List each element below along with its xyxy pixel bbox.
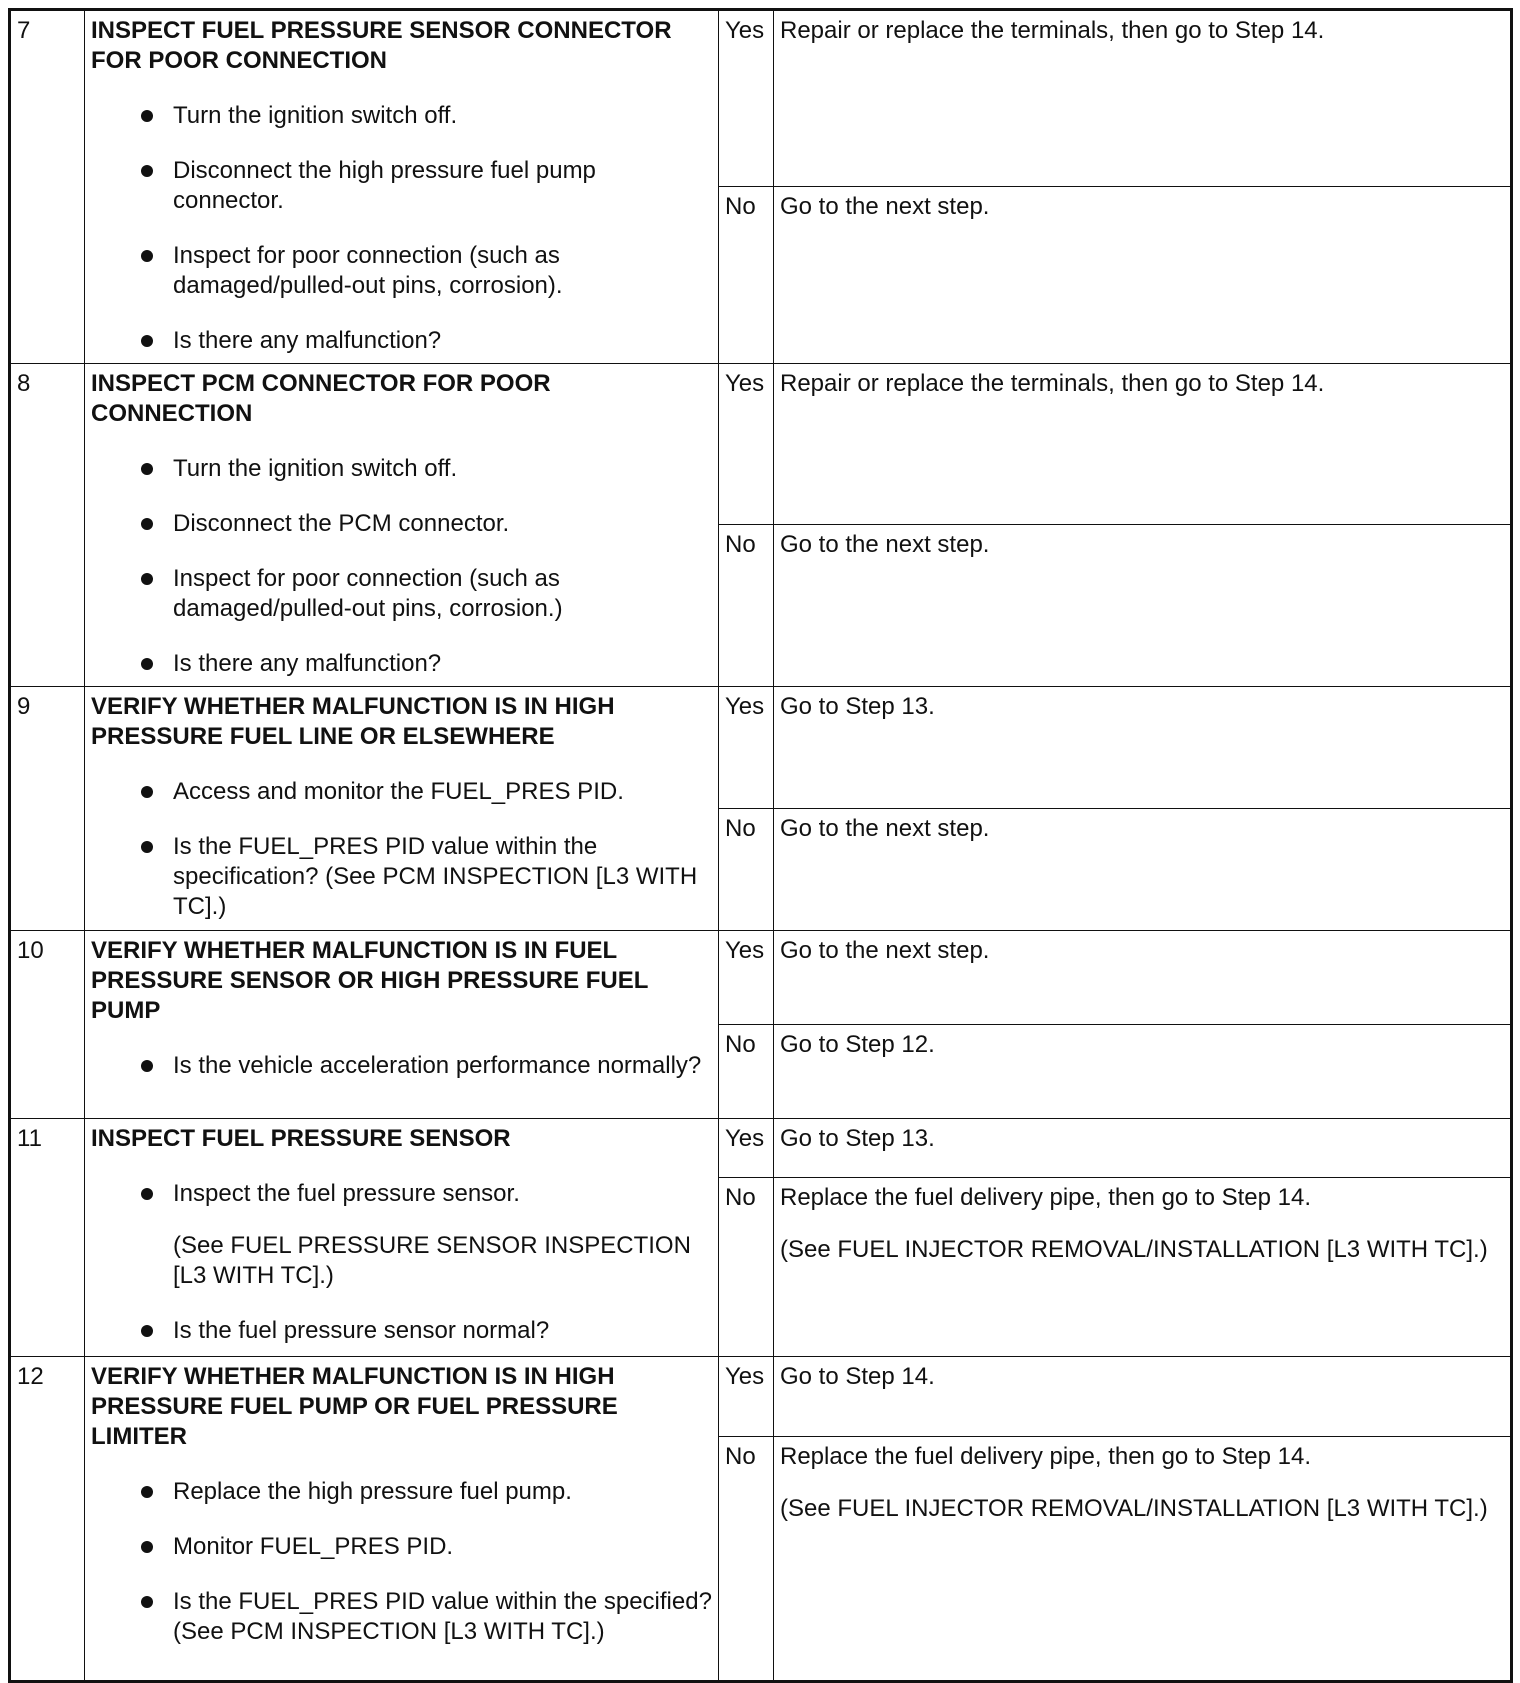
bullet-dot-icon <box>141 1325 153 1337</box>
step-row-9-yes <box>10 687 1512 809</box>
step-bullets <box>91 101 712 356</box>
bullet-dot-icon <box>141 1486 153 1498</box>
bullet-item: Is the vehicle acceleration performance normally? <box>91 1051 712 1081</box>
answer-no: No <box>719 1178 774 1357</box>
bullet-dot-icon <box>141 110 153 122</box>
bullet-item: Monitor FUEL_PRES PID. <box>91 1532 712 1562</box>
step-title: VERIFY WHETHER MALFUNCTION IS IN HIGH PRESSURE FUEL LINE OR ELSEWHERE <box>91 693 615 750</box>
action-yes: Repair or replace the terminals, then go to Step 14. <box>774 10 1512 187</box>
bullet-item: Inspect for poor connection (such as damaged/pulled-out pins, corrosion). <box>91 241 712 301</box>
bullet-note: (See FUEL PRESSURE SENSOR INSPECTION [L3 WITH TC].) <box>173 1232 691 1289</box>
answer-no: No <box>719 809 774 931</box>
answer-no: No <box>719 187 774 364</box>
step-bullets <box>91 777 712 922</box>
step-number: 9 <box>10 687 85 931</box>
bullet-item: Turn the ignition switch off. <box>91 101 712 131</box>
bullet-dot-icon <box>141 841 153 853</box>
bullet-dot-icon <box>141 1596 153 1608</box>
bullet-item: Inspect the fuel pressure sensor. (See FUEL PRESSURE SENSOR INSPECTION [L3 WITH TC].) <box>91 1179 712 1291</box>
step-procedure <box>85 1119 719 1357</box>
step-procedure <box>85 931 719 1119</box>
action-no: Replace the fuel delivery pipe, then go to Step 14. (See FUEL INJECTOR REMOVAL/INSTALLATION [L3 WITH TC].) <box>774 1437 1512 1682</box>
action-no: Go to the next step. <box>774 525 1512 687</box>
bullet-dot-icon <box>141 658 153 670</box>
action-note: (See FUEL INJECTOR REMOVAL/INSTALLATION [L3 WITH TC].) <box>780 1495 1488 1522</box>
step-procedure <box>85 1357 719 1682</box>
bullet-dot-icon <box>141 786 153 798</box>
bullet-item: Is there any malfunction? <box>91 326 712 356</box>
answer-yes: Yes <box>719 364 774 525</box>
answer-yes: Yes <box>719 10 774 187</box>
bullet-dot-icon <box>141 335 153 347</box>
bullet-item: Replace the high pressure fuel pump. <box>91 1477 712 1507</box>
step-procedure <box>85 364 719 687</box>
bullet-dot-icon <box>141 1188 153 1200</box>
step-bullets <box>91 454 712 679</box>
step-row-8-yes <box>10 364 1512 525</box>
bullet-dot-icon <box>141 518 153 530</box>
action-yes: Go to the next step. <box>774 931 1512 1025</box>
step-procedure <box>85 10 719 364</box>
step-row-12-yes <box>10 1357 1512 1437</box>
answer-no: No <box>719 525 774 687</box>
bullet-dot-icon <box>141 1060 153 1072</box>
step-title: INSPECT FUEL PRESSURE SENSOR <box>91 1125 511 1152</box>
action-yes: Go to Step 14. <box>774 1357 1512 1437</box>
answer-yes: Yes <box>719 1119 774 1178</box>
answer-yes: Yes <box>719 687 774 809</box>
bullet-dot-icon <box>141 1541 153 1553</box>
step-bullets <box>91 1051 712 1081</box>
step-title: VERIFY WHETHER MALFUNCTION IS IN FUEL PRESSURE SENSOR OR HIGH PRESSURE FUEL PUMP <box>91 937 649 1024</box>
bullet-item: Is the FUEL_PRES PID value within the specified? (See PCM INSPECTION [L3 WITH TC].) <box>91 1587 712 1647</box>
bullet-item: Is there any malfunction? <box>91 649 712 679</box>
bullet-item: Disconnect the high pressure fuel pump connector. <box>91 156 712 216</box>
bullet-item: Access and monitor the FUEL_PRES PID. <box>91 777 712 807</box>
answer-yes: Yes <box>719 1357 774 1437</box>
bullet-dot-icon <box>141 573 153 585</box>
action-yes: Go to Step 13. <box>774 1119 1512 1178</box>
step-row-11-yes <box>10 1119 1512 1178</box>
action-no: Go to the next step. <box>774 809 1512 931</box>
answer-yes: Yes <box>719 931 774 1025</box>
action-yes: Repair or replace the terminals, then go to Step 14. <box>774 364 1512 525</box>
answer-no: No <box>719 1437 774 1682</box>
bullet-dot-icon <box>141 165 153 177</box>
step-number: 12 <box>10 1357 85 1682</box>
step-number: 10 <box>10 931 85 1119</box>
answer-no: No <box>719 1025 774 1119</box>
step-procedure <box>85 687 719 931</box>
bullet-item: Is the fuel pressure sensor normal? <box>91 1316 712 1346</box>
diagnostic-procedure-table <box>8 8 1513 1683</box>
step-title: VERIFY WHETHER MALFUNCTION IS IN HIGH PRESSURE FUEL PUMP OR FUEL PRESSURE LIMITER <box>91 1363 618 1450</box>
step-bullets <box>91 1179 712 1346</box>
step-number: 11 <box>10 1119 85 1357</box>
action-no: Replace the fuel delivery pipe, then go to Step 14. (See FUEL INJECTOR REMOVAL/INSTALLATION [L3 WITH TC].) <box>774 1178 1512 1357</box>
action-note: (See FUEL INJECTOR REMOVAL/INSTALLATION [L3 WITH TC].) <box>780 1236 1488 1263</box>
step-row-7-yes <box>10 10 1512 187</box>
bullet-item: Is the FUEL_PRES PID value within the specification? (See PCM INSPECTION [L3 WITH TC].) <box>91 832 712 922</box>
bullet-dot-icon <box>141 250 153 262</box>
step-title: INSPECT PCM CONNECTOR FOR POOR CONNECTION <box>91 370 551 427</box>
action-no: Go to the next step. <box>774 187 1512 364</box>
step-row-10-yes <box>10 931 1512 1025</box>
bullet-item: Turn the ignition switch off. <box>91 454 712 484</box>
bullet-item: Disconnect the PCM connector. <box>91 509 712 539</box>
step-number: 8 <box>10 364 85 687</box>
action-no: Go to Step 12. <box>774 1025 1512 1119</box>
step-title: INSPECT FUEL PRESSURE SENSOR CONNECTOR FOR POOR CONNECTION <box>91 17 672 74</box>
bullet-item: Inspect for poor connection (such as damaged/pulled-out pins, corrosion.) <box>91 564 712 624</box>
bullet-dot-icon <box>141 463 153 475</box>
action-yes: Go to Step 13. <box>774 687 1512 809</box>
step-bullets <box>91 1477 712 1647</box>
step-number: 7 <box>10 10 85 364</box>
